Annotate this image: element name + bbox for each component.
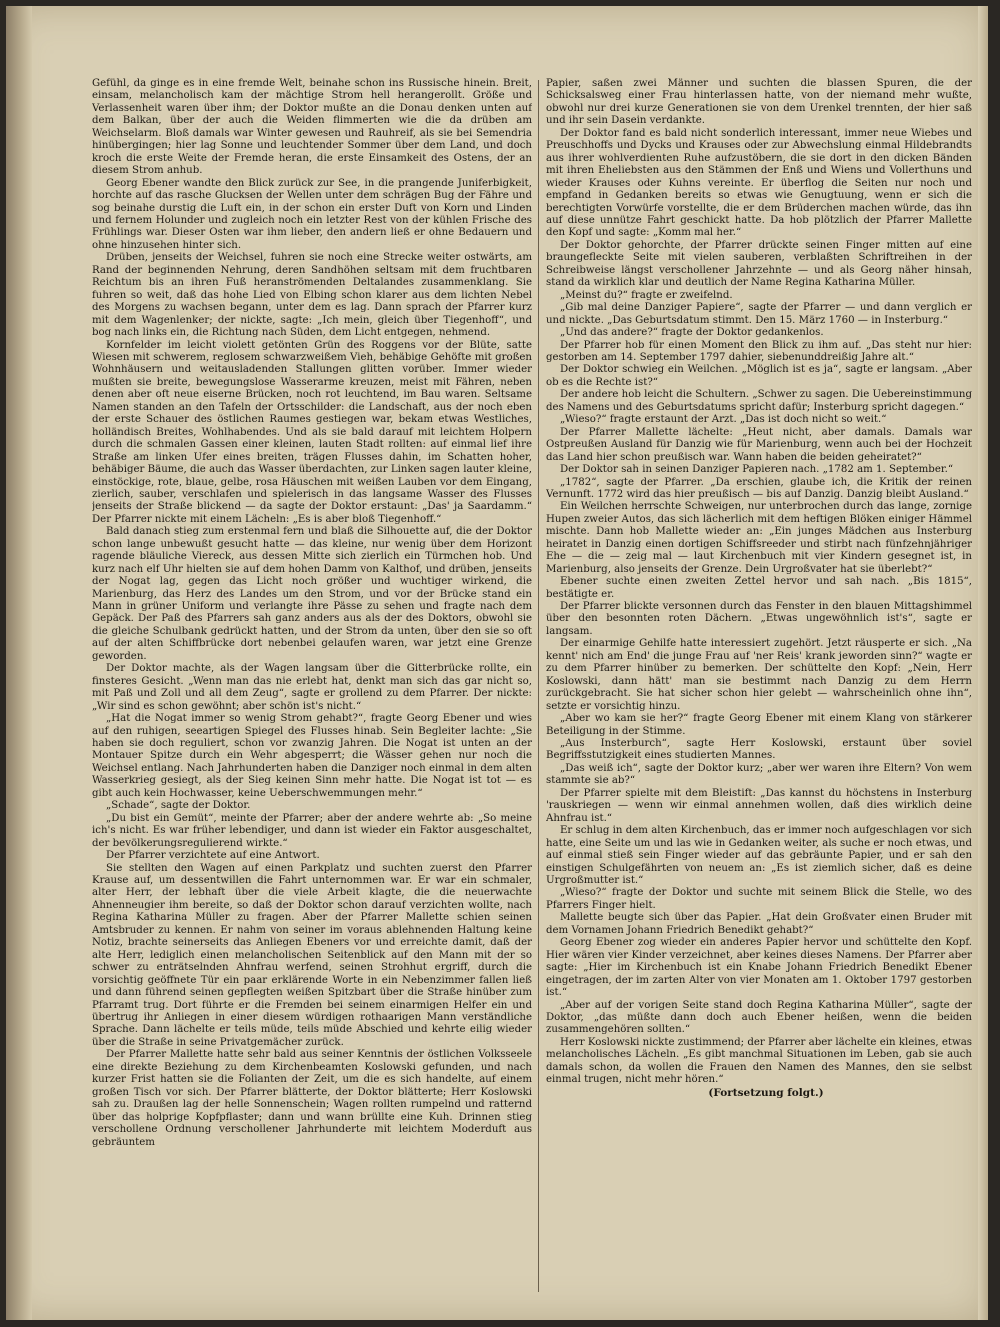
paragraph: Drüben, jenseits der Weichsel, fuhren sie noch eine Strecke weiter ostwärts, am Rand der beginnenden Nehrung, deren Sandhöhen seltsam mit dem fruchtbaren Reichtum bis an ihren Fuß heranströmenden Deltalandes zusammenklang. Sie fuhren so weit, daß das hohe Lied von Elbing schon klarer aus dem lichten Nebel des Morgens zu wachsen begann, unter dem es lag. Dann sprach der Pfarrer kurz mit dem Wagenlenker; der nickte, sagte: „Ich mein, gleich über Tiegenhoff“, und bog nach links ein, die Richtung nach Süden, dem Licht entgegen, nehmend. <box>92 252 532 339</box>
paragraph: Der Pfarrer blickte versonnen durch das Fenster in den blauen Mittagshimmel über den besonnten roten Dächern. „Etwas ungewöhnlich ist's“, sagte er langsam. <box>546 601 972 637</box>
paragraph: Kornfelder im leicht violett getönten Grün des Roggens vor der Blüte, satte Wiesen mit schwerem, reglosem schwarzweißem Vieh, behäbige Gehöfte mit großen Wohnhäusern und weitausladenden Stallungen glitten vorüber. Immer wieder mußten sie breite, bewegungslose Wasserarme kreuzen, meist mit Fähren, neben denen aber oft neue eiserne Brücken, noch rot leuchtend, im Bau waren. Seltsame Namen standen an den Tafeln der Ortsschilder: die Landschaft, aus der noch eben der erste Schauer des östlichen Raumes gestiegen war, bekam etwas Westliches, holländisch Breites, Wohlhabendes. Und als sie bald darauf mit leichtem Holpern durch die schmalen Gassen einer kleinen, lauten Stadt rollten: auf einmal lief ihre Straße am linken Ufer eines breiten, trägen Flusses dahin, im Schatten hoher, behäbiger Bäume, die auch das Wasser überdachten, zur Linken sagen lauter kleine, einstöckige, rote, blaue, gelbe, rosa Häuschen mit weißen Lauben vor dem Eingang, zierlich, sauber, verschlafen und spielerisch in das langsame Wasser des Flusses jenseits der Straße blickend — da sagte der Doktor erstaunt: „Das' ja Saardamm.“ Der Pfarrer nickte mit einem Lächeln: „Es is aber bloß Tiegenhoff.“ <box>92 339 532 525</box>
paragraph: „Hat die Nogat immer so wenig Strom gehabt?“, fragte Georg Ebener und wies auf den ruhigen, seeartigen Spiegel des Flusses hinab. Sein Begleiter lachte: „Sie haben sie doch reguliert, schon vor zwanzig Jahren. Die Nogat ist unten an der Montauer Spitze durch ein Wehr abgesperrt; die Wässer gehen nur noch die Weichsel entlang. Nach Jahrhunderten haben die Danziger noch einmal in dem alten Wasserkrieg gesiegt, als der Sieg keinen Sinn mehr hatte. Die Nogat ist tot — es gibt auch kein Hochwasser, keine Ueberschwemmungen mehr.“ <box>92 713 532 799</box>
paragraph: Der Doktor sah in seinen Danziger Papieren nach. „1782 am 1. September.“ <box>560 464 954 476</box>
paragraph: Der Doktor fand es bald nicht sonderlich interessant, immer neue Wiebes und Preuschhoffs und Dycks und Krauses oder zur Abwechslung einmal Hildebrandts aus ihrer wohlverdienten Ruhe aufzustöbern, die sie dort in den dicken Bänden mit ihren Eheliebsten aus den Stämmen der Enß und Wiens und Vollerthuns und wieder Krauses oder Kuhns vereinte. Er überflog die Seiten nur noch und empfand in Gedanken bereits so etwas wie Genugtuung, wenn er sich die berechtigten Vorwürfe vorstellte, die er dem Brüderchen machen würde, das ihn auf diese unnütze Fahrt geschickt hatte. Da hob plötzlich der Pfarrer Mallette den Kopf und sagte: „Komm mal her.“ <box>546 127 972 239</box>
paragraph: Ebener suchte einen zweiten Zettel hervor und sah nach. „Bis 1815“, bestätigte er. <box>546 576 972 600</box>
paragraph: Gefühl, da ginge es in eine fremde Welt, beinahe schon ins Russische hinein. Breit, einsam, melancholisch kam der mächtige Strom hell herangerollt. Größe und Verlassenheit waren über ihm; der Doktor mußte an die Donau denken unten auf dem Balkan, über der auch die Weiden flimmerten wie die da drüben am Weichselarm. Bloß damals war Winter gewesen und Rauhreif, als sie bei Semendria hinübergingen; hier lag Sonne und leuchtender Sommer über dem Land, und doch kroch die erste Weite der Fremde heran, die erste Einsamkeit des Ostens, der an diesem Strom anhub. <box>92 78 532 177</box>
column-divider <box>538 80 539 1292</box>
paragraph: Bald danach stieg zum erstenmal fern und blaß die Silhouette auf, die der Doktor schon lange unbewußt gesucht hatte — das kleine, nur wenig über dem Horizont ragende bläuliche Viereck, aus dessen Mitte sich zierlich ein Türmchen hob. Und kurz nach elf Uhr hielten sie auf dem hohen Damm von Kalthof, und drüben, jenseits der Nogat lag, gegen das Licht noch größer und wuchtiger wirkend, die Marienburg, das Herz des Landes um den Strom, und vor der Brücke stand ein Mann in grüner Uniform und verlangte ihre Pässe zu sehen und fragte nach dem Gepäck. Der Paß des Pfarrers sah ganz anders aus als der des Doktors, obwohl sie die gleiche Schulbank gedrückt hatten, und der Strom da unten, über den sie so oft auf der alten Schiffbrücke dort nebenbei gelaufen waren, war jetzt eine Grenze geworden. <box>92 526 532 662</box>
paragraph: „Wieso?“ fragte der Doktor und suchte mit seinem Blick die Stelle, wo des Pfarrers Finger hielt. <box>546 887 972 911</box>
paragraph: Der Doktor gehorchte, der Pfarrer drückte seinen Finger mitten auf eine braungefleckte Seite mit vielen sauberen, verblaßten Schriftreihen in der Schreibweise längst verschollener Jahrzehnte — und als Georg näher hinsah, stand da wirklich klar und deutlich der Name Regina Katharina Müller. <box>546 239 972 289</box>
paragraph: Papier, saßen zwei Männer und suchten die blassen Spuren, die der Schicksalsweg einer Frau hinterlassen hatte, von der niemand mehr wußte, obwohl nur drei kurze Generationen sie von dem Urenkel trennten, der hier saß und ihr sein Dasein verdankte. <box>546 78 972 127</box>
paragraph: Der einarmige Gehilfe hatte interessiert zugehört. Jetzt räusperte er sich. „Na kennt' nich am End' die junge Frau auf 'ner Reis' krank jeworden sinn?“ wagte er zu dem Pfarrer hinüber zu bemerken. Der schüttelte den Kopf: „Nein, Herr Koslowski, dann hätt' man sie bestimmt nach Danzig zu dem Herrn zurückgebracht. Sie hat sicher schon hier gelebt — wahrscheinlich ohne ihn“, setzte er vorsichtig hinzu. <box>546 638 972 712</box>
paragraph: „Das weiß ich“, sagte der Doktor kurz; „aber wer waren ihre Eltern? Von wem stammte sie ab?“ <box>546 762 972 787</box>
paragraph: Der Pfarrer verzichtete auf eine Antwort. <box>106 850 320 862</box>
page-edge <box>978 6 988 1320</box>
paragraph: „Aus Insterburch“, sagte Herr Koslowski, erstaunt über soviel Begriffsstutzigkeit eines studierten Mannes. <box>546 738 972 762</box>
paragraph: Ein Weilchen herrschte Schweigen, nur unterbrochen durch das lange, zornige Hupen zweier Autos, das sich lächerlich mit dem heftigen Blöken einiger Hämmel mischte. Dann hob Mallette wieder an: „Ein junges Mädchen aus Insterburg heiratet in Danzig einen dortigen Schiffsreeder und stirbt nach fünfzehnjähriger Ehe — die — zeig mal — laut Kirchenbuch mit vier Kindern gesegnet ist, in Marienburg, also jenseits der Grenze. Dein Urgroßvater hat sie überlebt?“ <box>546 501 972 575</box>
paragraph: Sie stellten den Wagen auf einen Parkplatz und suchten zuerst den Pfarrer Krause auf, um dessentwillen die Fahrt unternommen war. Er war ein schmaler, alter Herr, der lebhaft über die viele Arbeit klagte, die die neuerwachte Ahnenneugier ihm bereite, so daß der Doktor schon darauf verzichten wollte, nach Regina Katharina Müller zu fragen. Aber der Pfarrer Mallette schien seinen Amtsbruder zu kennen. Er nahm von seiner im voraus ablehnenden Haltung keine Notiz, brachte seinerseits das Anliegen Ebeners vor und erreichte damit, daß der alte Herr, lediglich einen melancholischen Seitenblick auf den Mann mit der so schwer zu enträtselnden Ahnfrau werfend, seinen Strohhut ergriff, durch die vorsichtig geöffnete Tür ein paar erklärende Worte in ein Nebenzimmer fallen ließ und dann führend seinen gepflegten weißen Spitzbart über die Straße hinüber zum Pfarramt trug. Dort führte er die Fremden bei seinem einarmigen Helfer ein und übertrug ihr Anliegen in einer diesem würdigen rothaarigen Mann verständliche Sprache. Dann lächelte er teils müde, teils müde Abschied und kehrte eilig wieder über die Straße in seine Privatgemächer zurück. <box>92 862 532 1048</box>
paragraph: „Aber auf der vorigen Seite stand doch Regina Katharina Müller“, sagte der Doktor, „das müßte dann doch auch Ebener heißen, wenn die beiden zusammengehören sollten.“ <box>546 999 972 1036</box>
paragraph: Er schlug in dem alten Kirchenbuch, das er immer noch aufgeschlagen vor sich hatte, eine Seite um und las wie in Gedanken weiter, als suche er noch etwas, und auf einmal stieß sein Finger wieder auf das gebräunte Papier, und er sah den einstigen Schulgefährten von neuem an: „Es ist ziemlich sicher, daß es deine Urgroßmutter ist.“ <box>546 825 972 886</box>
paragraph: Herr Koslowski nickte zustimmend; der Pfarrer aber lächelte ein kleines, etwas melancholisches Lächeln. „Es gibt manchmal Situationen im Leben, gab sie auch damals schon, da wollen die Frauen den Namen des Mannes, den sie selbst einmal trugen, nicht mehr hören.“ <box>546 1036 972 1086</box>
paragraph: „1782“, sagte der Pfarrer. „Da erschien, glaube ich, die Kritik der reinen Vernunft. 1772 wird das hier preußisch — bis auf Danzig. Danzig bleibt Ausland.“ <box>546 476 972 500</box>
paragraph: Der Pfarrer Mallette hatte sehr bald aus seiner Kenntnis der östlichen Volksseele eine direkte Beziehung zu dem Kirchenbeamten Koslowski gefunden, und nach kurzer Frist hatten sie die Folianten der Zeit, um die es sich handelte, auf einem großen Tisch vor sich. Der Pfarrer blätterte, der Doktor blätterte; Herr Koslowski sah zu. Draußen lag der helle Sonnenschein; Wagen rollten rumpelnd und ratternd über das holprige Kopfpflaster; dann und wann brüllte eine Kuh. Drinnen stieg verschollene Ordnung verschollener Jahrhunderte mit leichtem Moderduft aus gebräuntem <box>92 1049 532 1148</box>
paragraph: Der Pfarrer spielte mit dem Bleistift: „Das kannst du höchstens in Insterburg 'rauskriegen — wenn wir einmal annehmen wollen, daß dies wirklich deine Ahnfrau ist.“ <box>546 787 972 824</box>
paragraph: Georg Ebener zog wieder ein anderes Papier hervor und schüttelte den Kopf. Hier wären vier Kinder verzeichnet, aber keines dieses Namens. Der Pfarrer aber sagte: „Hier im Kirchenbuch ist ein Knabe Johann Friedrich Benedikt Ebener eingetragen, der im zarten Alter von vier Monaten am 1. Oktober 1797 gestorben ist.“ <box>546 937 972 999</box>
paragraph: „Und das andere?“ fragte der Doktor gedankenlos. <box>560 327 824 339</box>
paragraph: Georg Ebener wandte den Blick zurück zur See, in die prangende Juniferbigkeit, horchte auf das rasche Glucksen der Wellen unter dem schrägen Bug der Fähre und sog beinahe durstig die Luft ein, in der schon ein erster Duft von Korn und Linden und fernem Holunder und zugleich noch ein letzter Rest von der kühlen Frische des Frühlings war. Dieser Osten war ihm lieber, den andern ließ er ohne Bedauern und ohne hinzusehen hinter sich. <box>92 177 532 251</box>
left-column <box>92 78 532 1298</box>
paragraph: „Aber wo kam sie her?“ fragte Georg Ebener mit einem Klang von stärkerer Beteiligung in der Stimme. <box>546 713 972 737</box>
paragraph: Der Pfarrer hob für einen Moment den Blick zu ihm auf. „Das steht nur hier: gestorben am 14. September 1797 dahier, siebenunddreißig Jahre alt.“ <box>546 339 972 363</box>
newspaper-page <box>6 6 988 1320</box>
paragraph: Der Doktor schwieg ein Weilchen. „Möglich ist es ja“, sagte er langsam. „Aber ob es die Rechte ist?“ <box>546 364 972 388</box>
paragraph: „Du bist ein Gemüt“, meinte der Pfarrer; aber der andere wehrte ab: „So meine ich's nicht. Es war früher lebendiger, und dann ist wieder ein Faktor ausgeschaltet, der bevölkerungsregulierend wirkte.“ <box>92 812 532 849</box>
paragraph: „Schade“, sagte der Doktor. <box>106 800 251 812</box>
paragraph: Der Doktor machte, als der Wagen langsam über die Gitterbrücke rollte, ein finsteres Gesicht. „Wenn man das nie erlebt hat, denkt man sich das gar nicht so, mit Paß und Zoll und all dem Zeug“, sagte er grollend zu dem Pfarrer. Der nickte: „Wir sind es schon gewöhnt; aber schön ist's nicht.“ <box>92 663 532 712</box>
paragraph: „Gib mal deine Danziger Papiere“, sagte der Pfarrer — und dann verglich er und nickte. „Das Geburtsdatum stimmt. Den 15. März 1760 — in Insterburg.“ <box>546 302 972 326</box>
paragraph: Mallette beugte sich über das Papier. „Hat dein Großvater einen Bruder mit dem Vornamen Johann Friedrich Benedikt gehabt?“ <box>546 912 972 936</box>
continuation-note: (Fortsetzung folgt.) <box>708 1086 824 1099</box>
paragraph: „Wieso?“ fragte erstaunt der Arzt. „Das ist doch nicht so weit.“ <box>560 414 887 426</box>
paragraph: „Meinst du?“ fragte er zweifelnd. <box>560 289 733 301</box>
right-column <box>546 78 972 1298</box>
paragraph: Der andere hob leicht die Schultern. „Schwer zu sagen. Die Uebereinstimmung des Namens und des Geburtsdatums spricht dafür; Insterburg spricht dagegen.“ <box>546 389 972 413</box>
paragraph: Der Pfarrer Mallette lächelte: „Heut nicht, aber damals. Damals war Ostpreußen Ausland für Danzig wie für Marienburg, wenn auch bei der Hochzeit das Land hier schon preußisch war. Wann haben die beiden geheiratet?“ <box>546 426 972 463</box>
page-binding <box>6 6 32 1320</box>
